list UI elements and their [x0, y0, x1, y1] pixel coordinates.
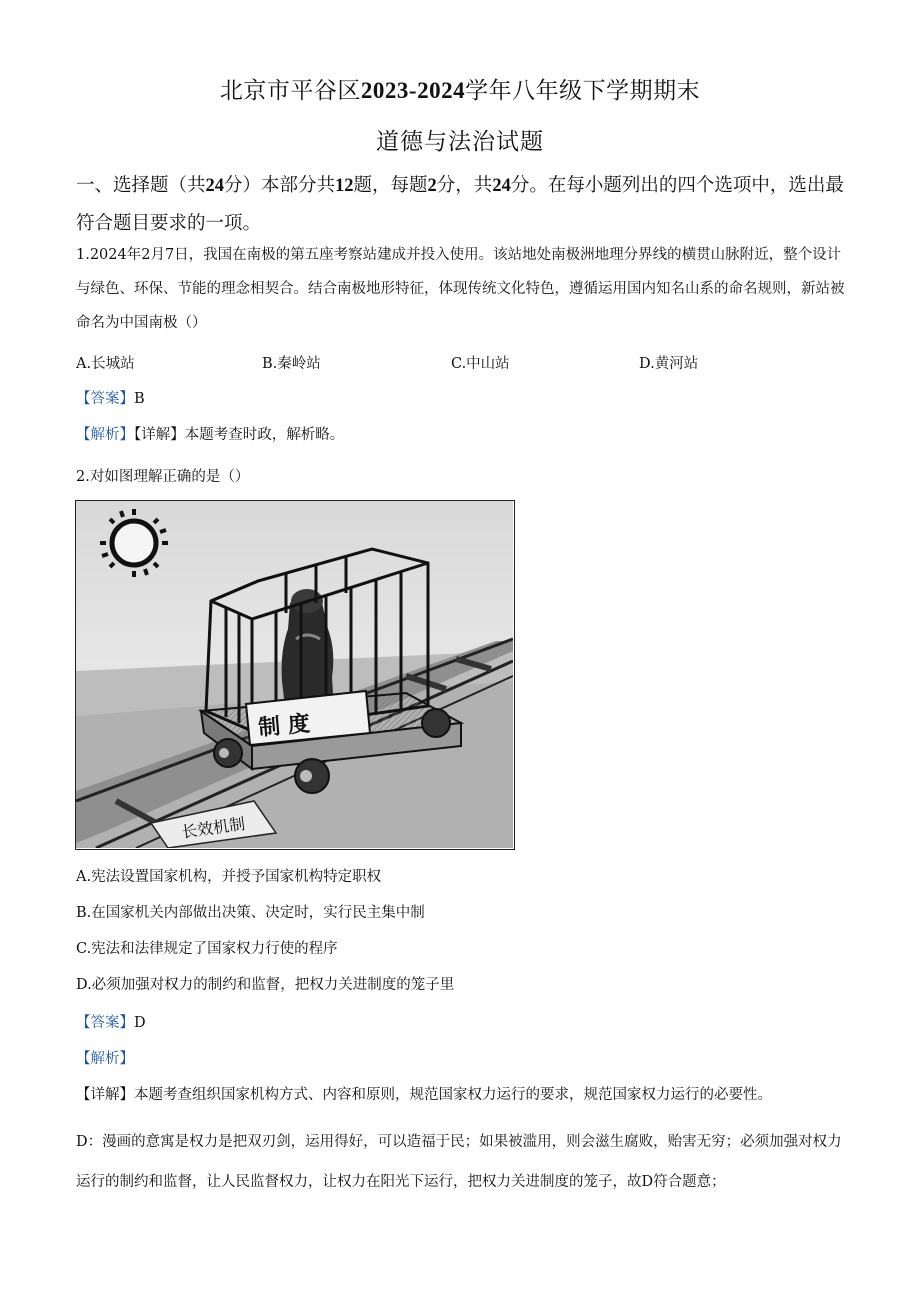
track-sign-text: 长效机制	[180, 814, 247, 842]
q2-option-b: B.在国家机关内部做出决策、决定时，实行民主集中制	[76, 905, 425, 921]
sun-icon	[100, 509, 168, 577]
q2-d-explanation: D：漫画的意寓是权力是把双刃剑，运用得好，可以造福于民；如果被滥用，则会滋生腐败，贻害无穷；必须加强对权力运行的制约和监督，让人民监督权力，让权力在阳光下运行，把权力关进制度的笼子，故D符合题意；	[76, 1134, 842, 1190]
q2-analysis-label	[76, 1042, 848, 1076]
cage-sign-text: 制 度	[257, 711, 312, 742]
q1-stem: 1.2024年2月7日，我国在南极的第五座考察站建成并投入使用。该站地处南极洲地理分界线的横贯山脉附近，整个设计与绿色、环保、节能的理念相契合。结合南极地形特征，体现传统文化特色，遵循运用国内知名山系的命名规则，新站被命名为中国南极（）	[76, 247, 845, 331]
q1-option-a: A.长城站	[76, 356, 135, 372]
cartoon-figure	[75, 500, 515, 850]
q1-answer	[76, 382, 848, 416]
section-text-4: 分，共	[436, 175, 493, 196]
section-text-5: 分。在每小题列出的四个选项中，选出最符合题目要求的一项。	[76, 175, 844, 234]
answer-label: 【答案】	[76, 391, 134, 407]
title-years: 2023-2024	[360, 78, 466, 103]
section-instructions	[76, 167, 846, 242]
answer-value: B	[134, 391, 145, 407]
q1-options	[76, 352, 848, 376]
analysis-label: 【解析】	[76, 427, 134, 443]
q1-analysis	[76, 418, 848, 452]
section-text-1: 一、选择题（共	[76, 175, 206, 196]
q1-option-c: C.中山站	[451, 356, 510, 372]
exam-subtitle: 道德与法治试题	[376, 129, 544, 155]
q2-answer	[76, 1006, 848, 1040]
section-text-2: 分）本部分共	[224, 175, 336, 196]
q2-option-a: A.宪法设置国家机构，并授予国家机构特定职权	[76, 869, 382, 885]
section-text-3: 题，每题	[353, 175, 428, 196]
q2-stem: 2.对如图理解正确的是（）	[76, 469, 250, 485]
q2-detail: 【详解】本题考查组织国家机构方式、内容和原则，规范国家权力运行的要求，规范国家权力运行的必要性。	[76, 1087, 772, 1103]
section-total-score-2: 24	[492, 176, 511, 196]
exam-title	[0, 72, 920, 105]
q1-option-b: B.秦岭站	[262, 356, 321, 372]
title-prefix: 北京市平谷区	[219, 78, 361, 104]
answer-label: 【答案】	[76, 1015, 134, 1031]
q2-option-c: C.宪法和法律规定了国家权力行使的程序	[76, 941, 338, 957]
q1-option-d: D.黄河站	[639, 356, 699, 372]
section-total-score: 24	[205, 176, 225, 196]
title-suffix: 学年八年级下学期期末	[465, 78, 701, 104]
analysis-label: 【解析】	[76, 1051, 134, 1067]
section-question-count: 12	[335, 176, 354, 196]
section-per-question-score: 2	[427, 176, 437, 196]
analysis-text: 【详解】本题考查时政，解析略。	[134, 427, 345, 443]
q2-option-d: D.必须加强对权力的制约和监督，把权力关进制度的笼子里	[76, 977, 455, 993]
answer-value: D	[134, 1015, 146, 1031]
